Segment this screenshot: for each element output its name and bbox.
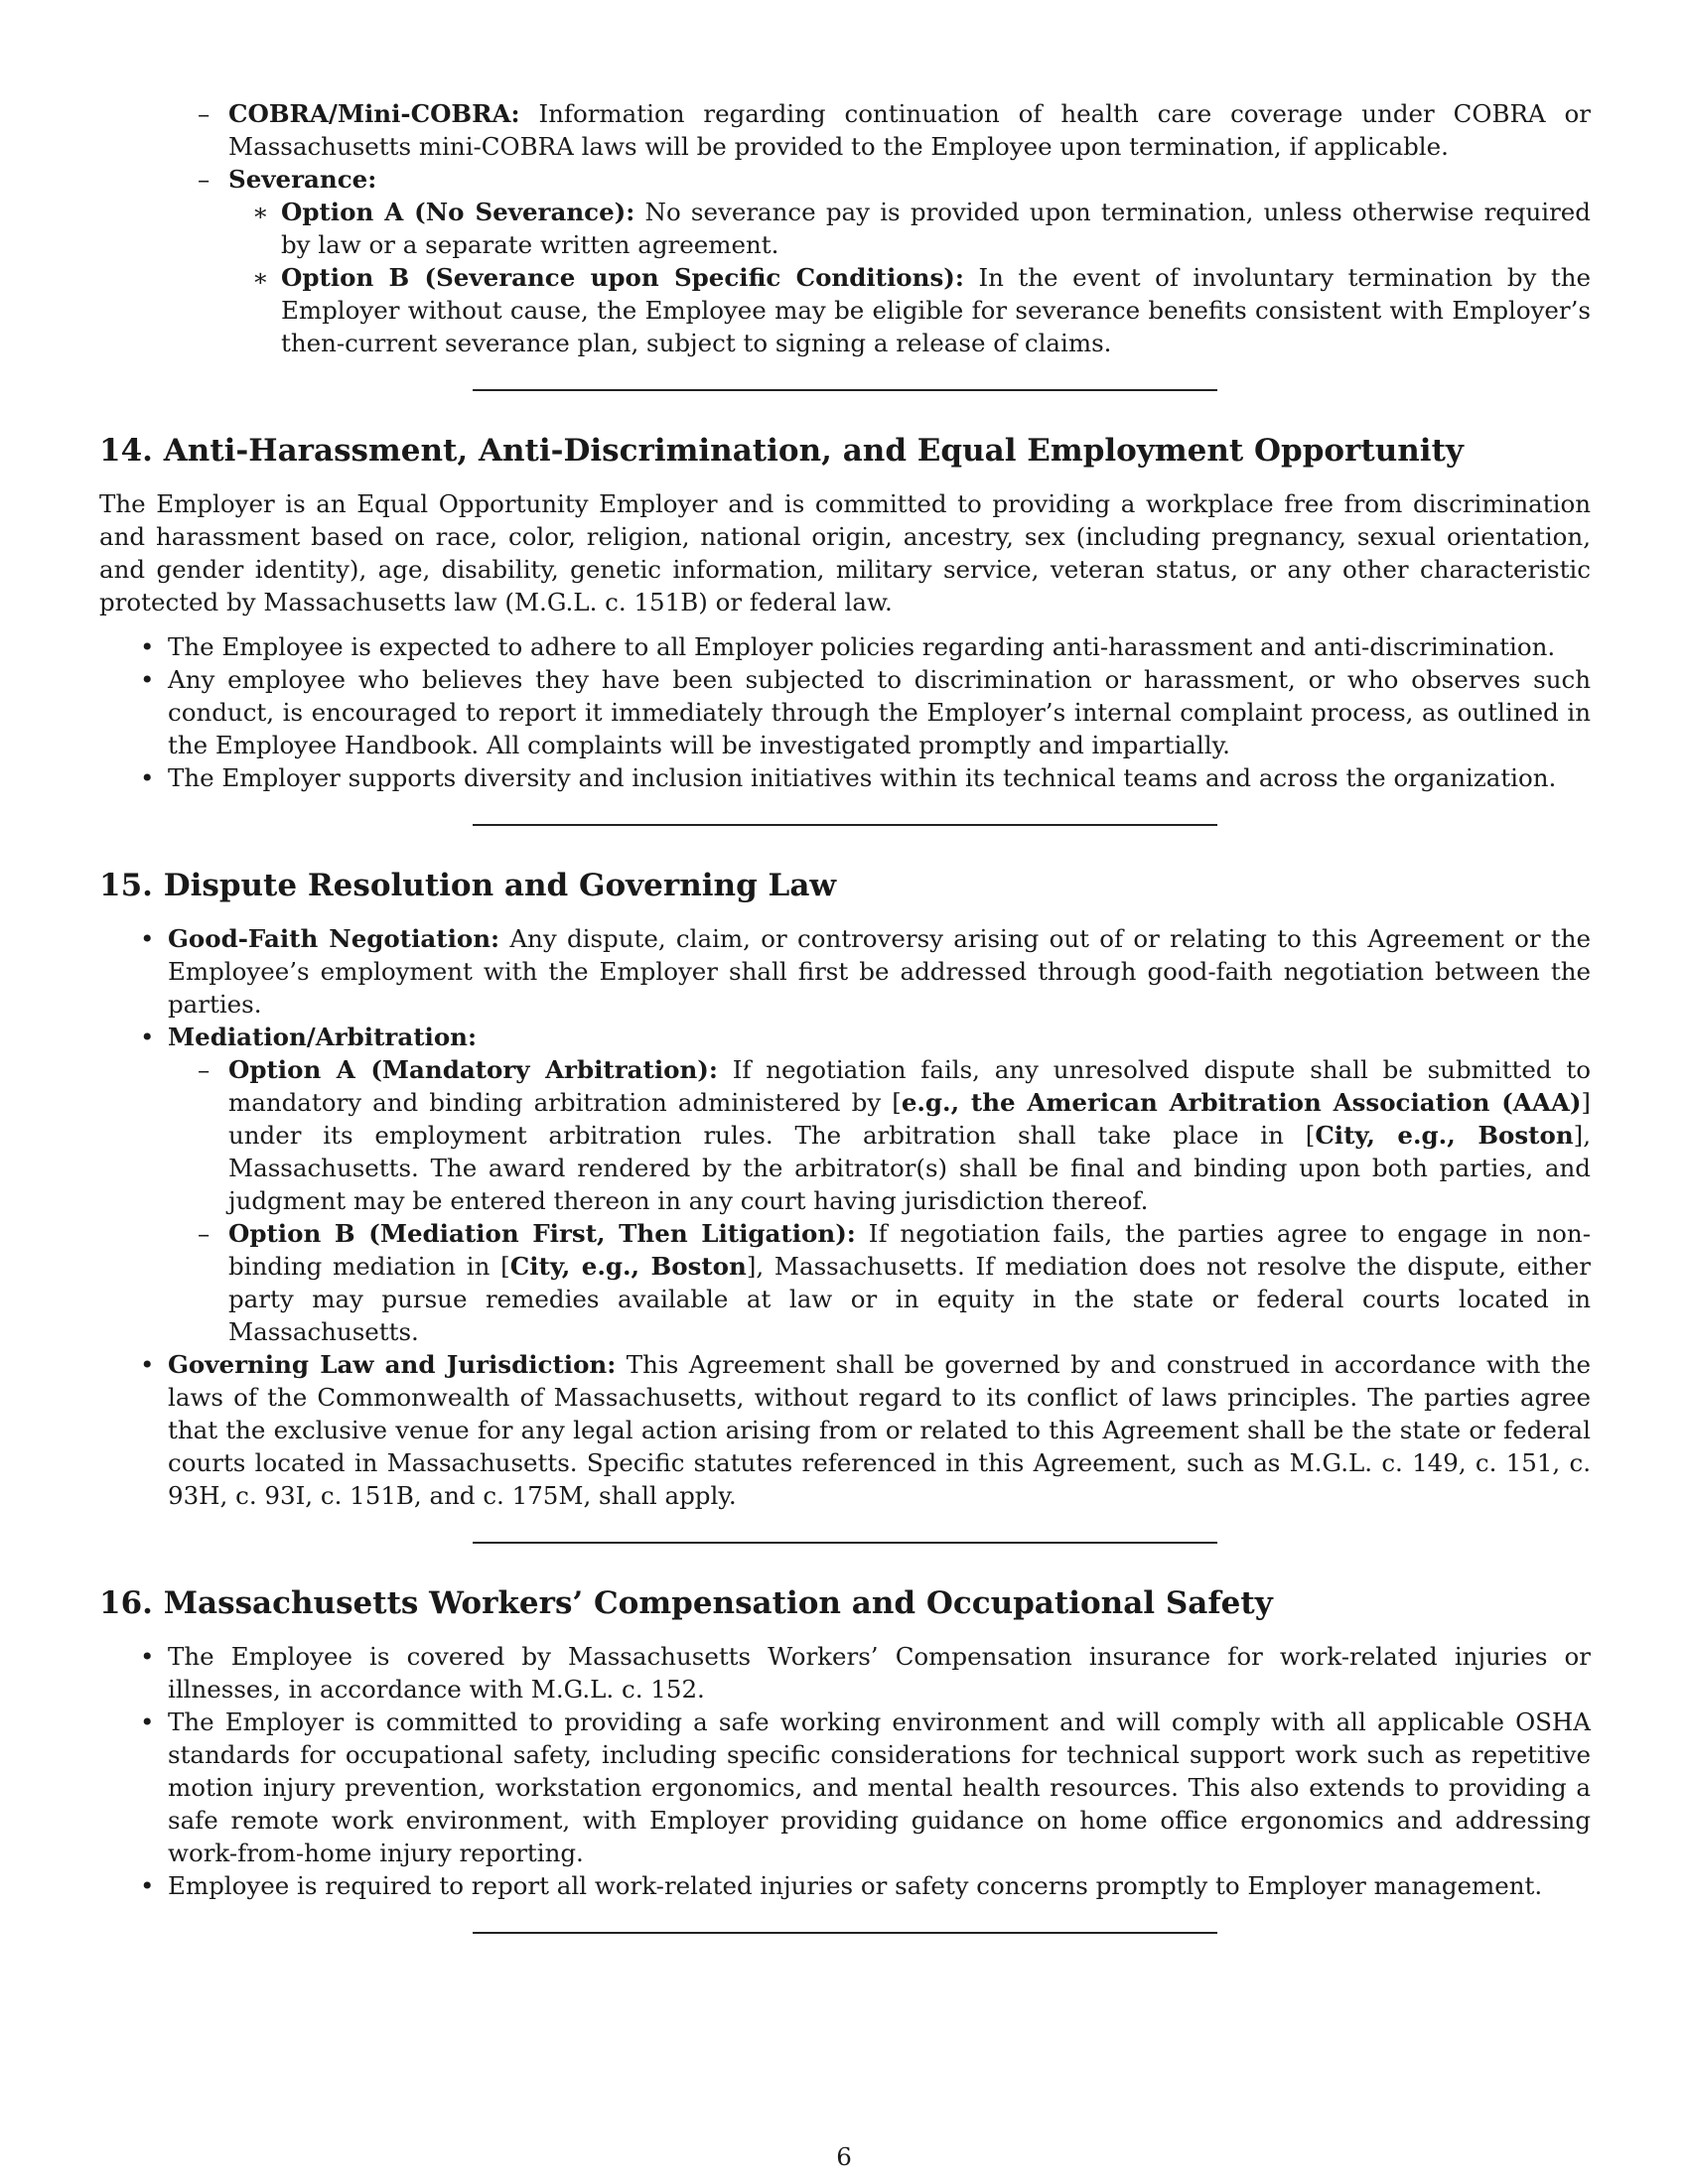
list-item <box>99 196 1591 261</box>
section-divider <box>473 1932 1217 1934</box>
severance-label: Severance: <box>228 165 377 194</box>
termination-benefits-list <box>99 97 1591 359</box>
list-item: • Any employee who believes they have been subjected to discrimination or harassment, or who observes such conduct, is encouraged to report it immediately through the Employer’s internal complaint process, as outlined in the Employee Handbook. All complaints will be investigated promptly and impartially. <box>99 663 1591 761</box>
governing-law-label: Governing Law and Jurisdiction: <box>168 1350 617 1379</box>
city-placeholder: City, e.g., Boston <box>509 1252 747 1281</box>
arbitration-body-placeholder: e.g., the American Arbitration Association (AAA) <box>901 1088 1582 1117</box>
list-item: • The Employee is expected to adhere to all Employer policies regarding anti-harassment and anti-discrimination. <box>99 630 1591 663</box>
good-faith-label: Good-Faith Negotiation: <box>168 924 500 953</box>
section-15-heading: 15. Dispute Resolution and Governing Law <box>99 868 837 903</box>
cobra-label: COBRA/Mini-COBRA: <box>228 99 520 128</box>
list-item <box>99 1021 1591 1348</box>
list-item: • Employee is required to report all work-related injuries or safety concerns promptly to Employer management. <box>99 1869 1591 1902</box>
section-divider <box>473 1542 1217 1544</box>
section-15-list <box>99 922 1591 1512</box>
document-page <box>99 97 1591 1938</box>
severance-option-b-text: In the event of involuntary termination by the Employer without cause, the Employee may be eligible for severance benefits consistent with Employer’s then-current severance plan, subject to signing a release of claims. <box>281 263 1592 357</box>
good-faith-text: Any dispute, claim, or controversy arising out of or relating to this Agreement or the Employee’s employment with the Employer shall first be addressed through good-faith negotiation between the parties. <box>168 924 1591 1019</box>
list-item: • The Employer supports diversity and inclusion initiatives within its technical teams and across the organization. <box>99 761 1591 794</box>
section-16-heading: 16. Massachusetts Workers’ Compensation and Occupational Safety <box>99 1585 1273 1621</box>
list-item <box>99 163 1591 359</box>
section-16-list <box>99 1640 1591 1902</box>
list-item <box>99 922 1591 1021</box>
governing-law-text: This Agreement shall be governed by and construed in accordance with the laws of the Commonwealth of Massachusetts, without regard to its conflict of laws principles. The parties agree that the exclusive venue for any legal action arising from or related to this Agreement shall be the state or federal courts located in Massachusetts. Specific statutes referenced in this Agreement, such as M.G.L. c. 149, c. 151, c. 93H, c. 93I, c. 151B, and c. 175M, shall apply. <box>168 1350 1591 1510</box>
list-item: – Option A (Mandatory Arbitration): If negotiation fails, any unresolved dispute shall be submitted to mandatory and binding arbitration administered by [e.g., the American Arbitration Association (AAA)] under its employment arbitration rules. The arbitration shall take place in [City, e.g., Boston], Massachusetts. The award rendered by the arbitrator(s) shall be final and binding upon both parties, and judgment may be entered thereon in any court having jurisdiction thereof. <box>168 1053 1591 1217</box>
severance-option-b-label: Option B (Severance upon Specific Conditions): <box>281 263 964 292</box>
dispute-options-list <box>168 1053 1591 1348</box>
severance-options-list <box>99 196 1591 359</box>
section-14-heading: 14. Anti-Harassment, Anti-Discrimination, and Equal Employment Opportunity <box>99 433 1464 469</box>
page-number: 6 <box>836 2142 852 2171</box>
section-14-list <box>99 630 1591 794</box>
city-placeholder: City, e.g., Boston <box>1315 1121 1574 1150</box>
severance-option-a-text: No severance pay is provided upon termination, unless otherwise required by law or a separate written agreement. <box>281 198 1591 259</box>
section-divider <box>473 824 1217 826</box>
severance-option-a-label: Option A (No Severance): <box>281 198 635 226</box>
list-item: • The Employer is committed to providing a safe working environment and will comply with all applicable OSHA standards for occupational safety, including specific considerations for technical support work such as repetitive motion injury prevention, workstation ergonomics, and mental health resources. This also extends to providing a safe remote work environment, with Employer providing guidance on home office ergonomics and addressing work-from-home injury reporting. <box>99 1706 1591 1869</box>
list-item: – Option B (Mediation First, Then Litigation): If negotiation fails, the parties agree to engage in non-binding mediation in [City, e.g., Boston], Massachusetts. If mediation does not resolve the dispute, either party may pursue remedies available at law or in equity in the state or federal courts located in Massachusetts. <box>168 1217 1591 1348</box>
list-item <box>99 97 1591 163</box>
mediation-option-b-label: Option B (Mediation First, Then Litigation): <box>228 1219 856 1248</box>
list-item <box>99 261 1591 359</box>
section-divider <box>473 389 1217 391</box>
section-14-intro: The Employer is an Equal Opportunity Employer and is committed to providing a workplace free from discrimination and harassment based on race, color, religion, national origin, ancestry, sex (including pregnancy, sexual orientation, and gender identity), age, disability, genetic information, military service, veteran status, or any other characteristic protected by Massachusetts law (M.G.L. c. 151B) or federal law. <box>99 489 1591 616</box>
mediation-label: Mediation/Arbitration: <box>168 1023 478 1051</box>
cobra-text: Information regarding continuation of health care coverage under COBRA or Massachusetts mini-COBRA laws will be provided to the Employee upon termination, if applicable. <box>228 99 1591 161</box>
list-item <box>99 1348 1591 1512</box>
list-item: • The Employee is covered by Massachusetts Workers’ Compensation insurance for work-related injuries or illnesses, in accordance with M.G.L. c. 152. <box>99 1640 1591 1706</box>
arbitration-option-a-label: Option A (Mandatory Arbitration): <box>228 1055 718 1084</box>
